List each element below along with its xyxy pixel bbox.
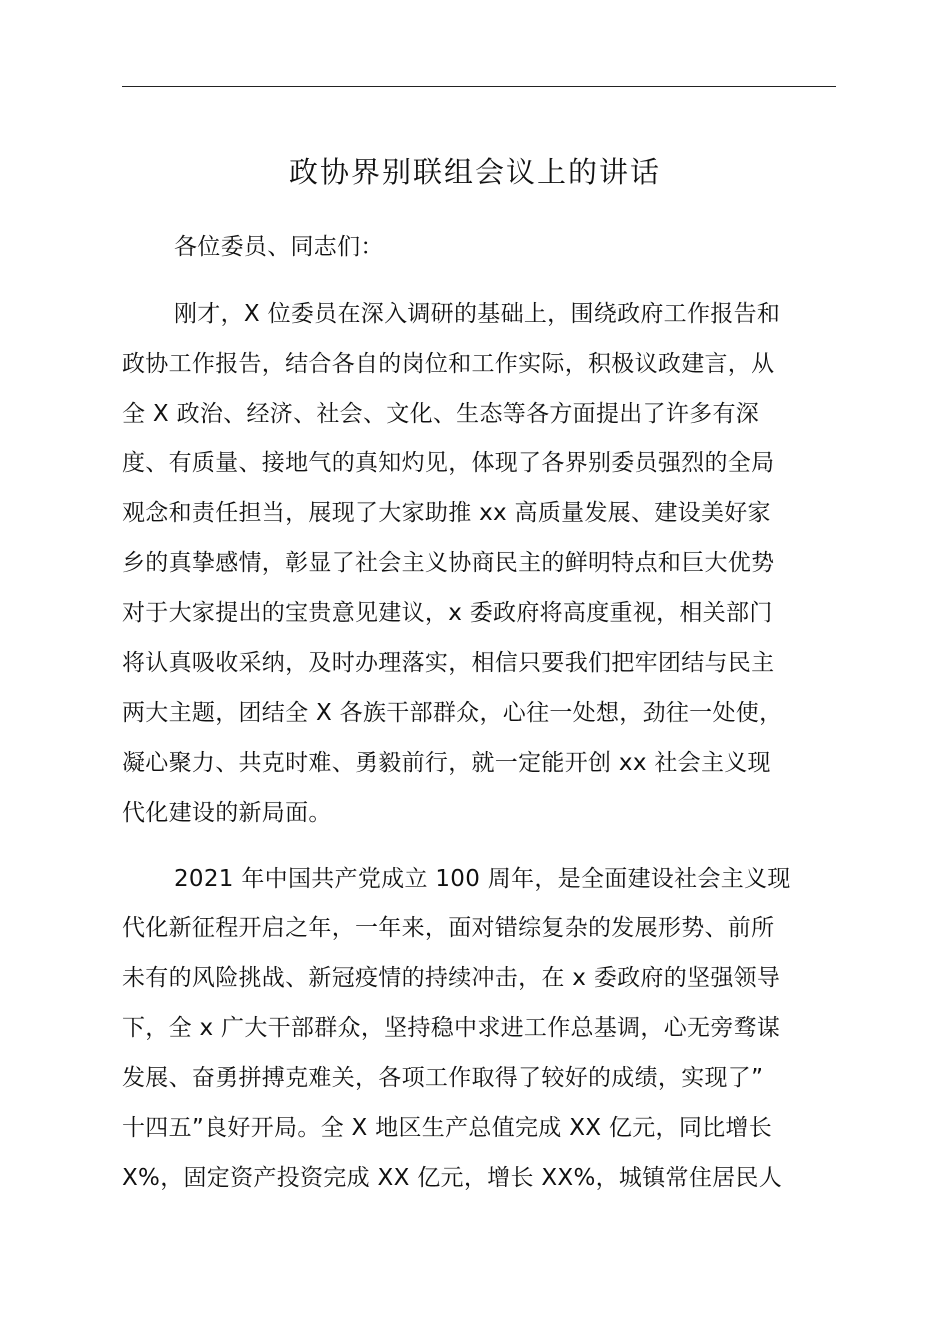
paragraph-2-line: 未有的风险挑战、新冠疫情的持续冲击，在 x 委政府的坚强领导 (122, 965, 781, 991)
paragraph-1-line: 代化建设的新局面。 (122, 800, 332, 826)
header-rule (122, 86, 836, 87)
salutation: 各位委员、同志们： (174, 234, 384, 260)
paragraph-1-line: 凝心聚力、共克时难、勇毅前行，就一定能开创 xx 社会主义现 (122, 750, 771, 776)
paragraph-1-line: 全 X 政治、经济、社会、文化、生态等各方面提出了许多有深 (122, 401, 760, 427)
paragraph-1-line: 对于大家提出的宝贵意见建议，x 委政府将高度重视，相关部门 (122, 600, 773, 626)
paragraph-2-line: 下，全 x 广大干部群众，坚持稳中求进工作总基调，心无旁骛谋 (122, 1015, 781, 1041)
paragraph-1-line: 政协工作报告，结合各自的岗位和工作实际，积极议政建言，从 (122, 351, 775, 377)
paragraph-1-line: 乡的真挚感情，彰显了社会主义协商民主的鲜明特点和巨大优势 (122, 550, 775, 576)
paragraph-1-line: 观念和责任担当，展现了大家助推 xx 高质量发展、建设美好家 (122, 500, 771, 526)
document-title: 政协界别联组会议上的讲话 (288, 155, 661, 189)
paragraph-2-line: 发展、奋勇拼搏克难关，各项工作取得了较好的成绩，实现了” (122, 1065, 764, 1091)
paragraph-2-line: 2021 年中国共产党成立 100 周年，是全面建设社会主义现 (174, 866, 791, 892)
paragraph-1-line: 度、有质量、接地气的真知灼见，体现了各界别委员强烈的全局 (122, 450, 775, 476)
paragraph-1-line: 将认真吸收采纳，及时办理落实，相信只要我们把牢团结与民主 (122, 650, 775, 676)
paragraph-2-line: X%，固定资产投资完成 XX 亿元，增长 XX%，城镇常住居民人 (122, 1165, 783, 1191)
paragraph-1-line: 刚才，X 位委员在深入调研的基础上，围绕政府工作报告和 (174, 301, 781, 327)
paragraph-1-line: 两大主题，团结全 X 各族干部群众，心往一处想，劲往一处使， (122, 700, 783, 726)
paragraph-2-line: 十四五”良好开局。全 X 地区生产总值完成 XX 亿元，同比增长 (122, 1115, 773, 1141)
paragraph-2-line: 代化新征程开启之年，一年来，面对错综复杂的发展形势、前所 (122, 915, 775, 941)
